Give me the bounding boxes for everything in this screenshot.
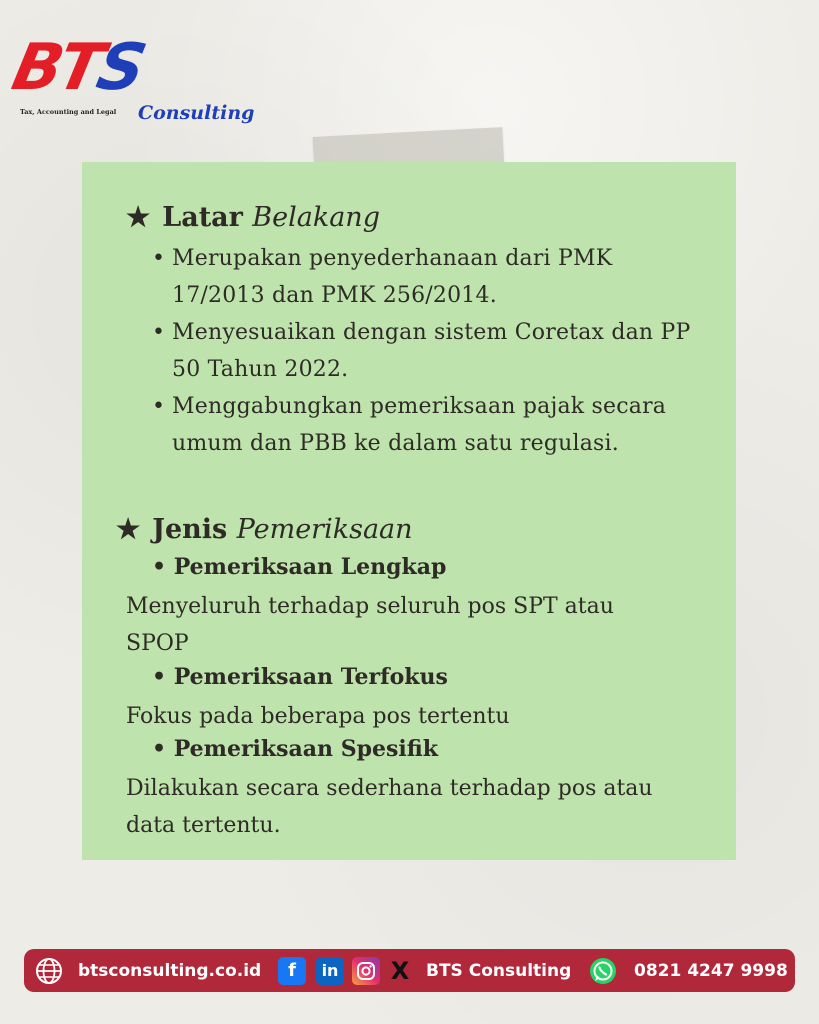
x-link[interactable] bbox=[386, 949, 414, 992]
x-icon: X bbox=[390, 956, 410, 985]
whatsapp-link[interactable] bbox=[588, 949, 788, 992]
heading-bold: Latar bbox=[162, 202, 243, 233]
list-item: • Merupakan penyederhanaan dari PMK 17/2013 dan PMK 256/2014. bbox=[152, 240, 712, 314]
latar-belakang-heading bbox=[126, 202, 380, 233]
list-item: • Menggabungkan pemeriksaan pajak secara umum dan PBB ke dalam satu regulasi. bbox=[152, 388, 712, 462]
latar-belakang-list bbox=[152, 240, 712, 462]
logo-tagline: Tax, Accounting and Legal bbox=[20, 108, 117, 116]
facebook-link[interactable] bbox=[278, 949, 306, 992]
linkedin-icon: in bbox=[316, 957, 344, 985]
brand-text: BTS Consulting bbox=[426, 960, 572, 981]
jenis-pemeriksaan-heading bbox=[116, 514, 413, 545]
heading-italic: Pemeriksaan bbox=[236, 514, 413, 545]
logo-mark bbox=[6, 31, 221, 105]
type-desc-terfokus: Fokus pada beberapa pos tertentu bbox=[126, 704, 510, 729]
logo-letter-t: T bbox=[50, 31, 107, 105]
star-icon: ★ bbox=[126, 202, 151, 233]
star-icon: ★ bbox=[116, 514, 141, 545]
heading-bold: Jenis bbox=[152, 514, 228, 545]
logo-letter-b: B bbox=[6, 31, 67, 105]
linkedin-link[interactable] bbox=[316, 949, 344, 992]
instagram-link[interactable] bbox=[352, 949, 380, 992]
whatsapp-icon bbox=[588, 956, 618, 986]
instagram-icon bbox=[352, 957, 380, 985]
type-desc-lengkap: Menyeluruh terhadap seluruh pos SPT atau SPOP bbox=[126, 594, 614, 656]
type-title-spesifik: • Pemeriksaan Spesifik bbox=[152, 736, 438, 762]
content-card bbox=[82, 162, 736, 860]
type-title-lengkap: • Pemeriksaan Lengkap bbox=[152, 554, 446, 580]
website-link[interactable] bbox=[34, 949, 261, 992]
website-text: btsconsulting.co.id bbox=[78, 960, 262, 981]
globe-icon bbox=[34, 956, 64, 986]
brand-name bbox=[426, 949, 571, 992]
type-desc-spesifik: Dilakukan secara sederhana terhadap pos atau data tertentu. bbox=[126, 776, 653, 838]
facebook-icon: f bbox=[278, 957, 306, 985]
bts-logo bbox=[6, 31, 255, 128]
list-item: • Menyesuaikan dengan sistem Coretax dan PP 50 Tahun 2022. bbox=[152, 314, 712, 388]
phone-text: 0821 4247 9998 bbox=[634, 960, 788, 981]
contact-footer-bar bbox=[24, 949, 795, 992]
logo-letter-s: S bbox=[90, 31, 149, 105]
type-title-terfokus: • Pemeriksaan Terfokus bbox=[152, 664, 448, 690]
logo-consulting-text: Consulting bbox=[138, 102, 255, 124]
heading-italic: Belakang bbox=[252, 202, 380, 233]
